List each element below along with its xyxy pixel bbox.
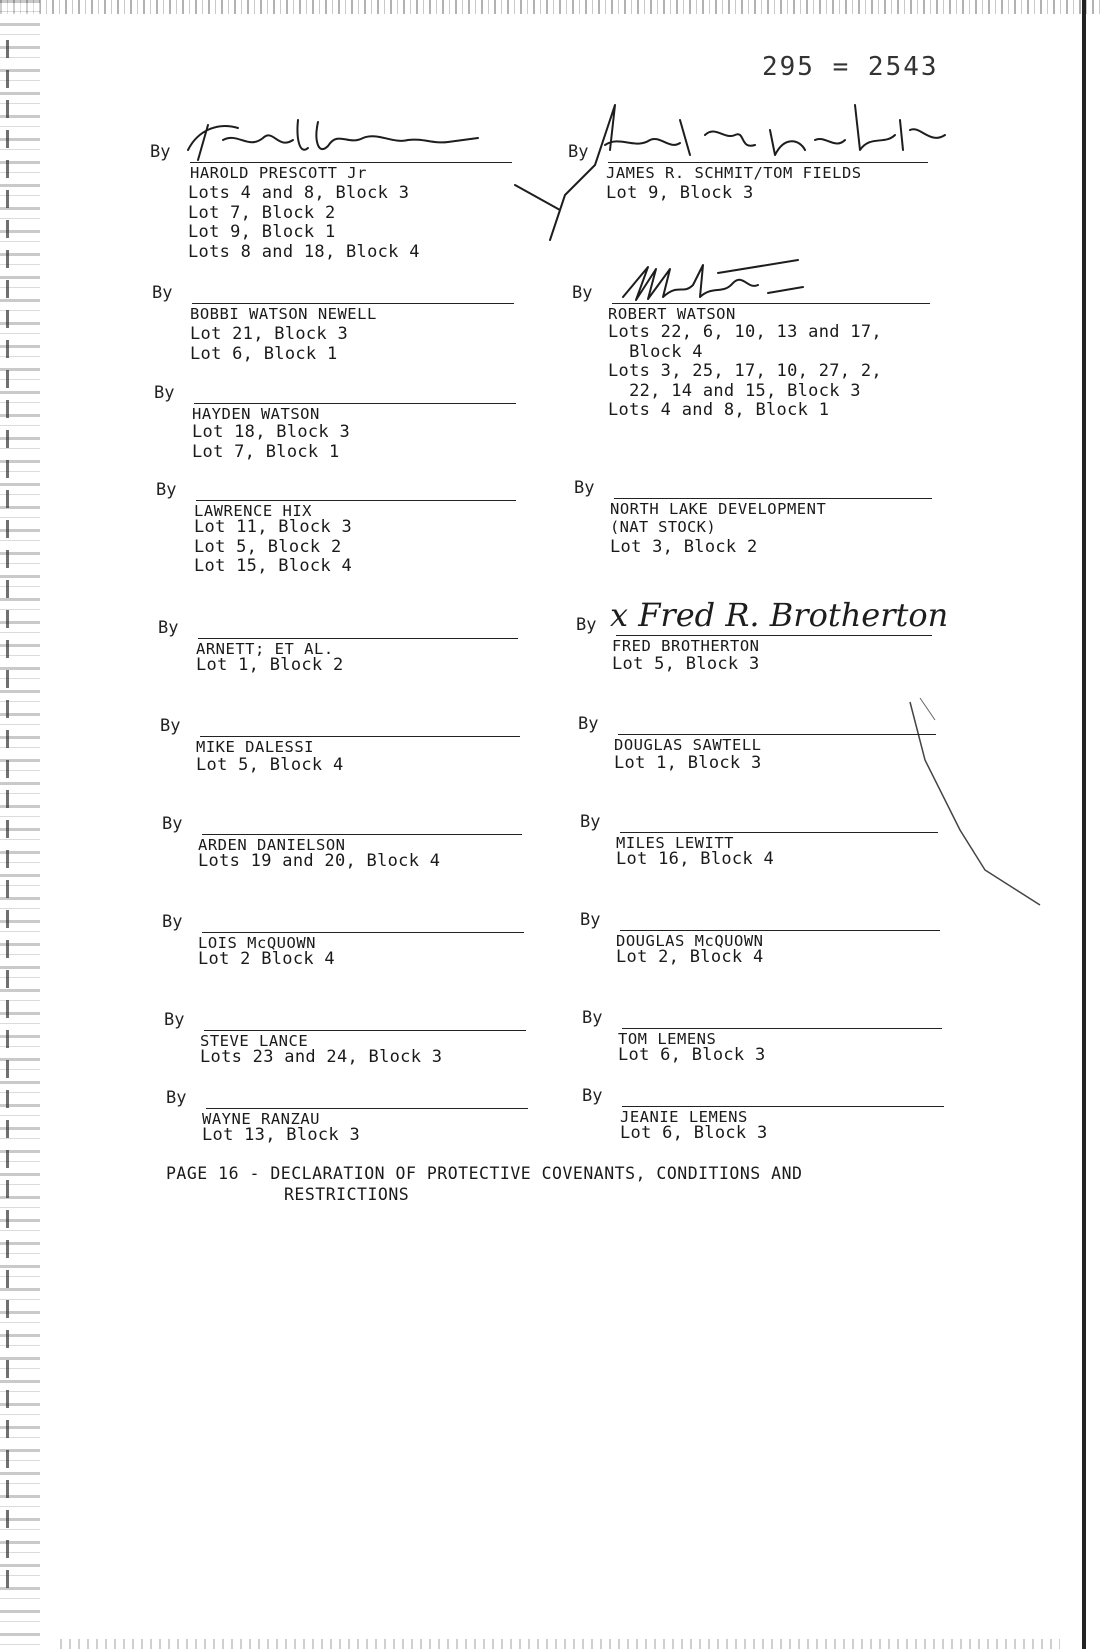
signer-name: DOUGLAS McQUOWN — [616, 932, 764, 950]
signature-line — [192, 303, 514, 304]
signer-name: HAYDEN WATSON — [192, 405, 320, 423]
signature-schmit-fields — [505, 95, 965, 245]
by-label: By — [158, 618, 179, 638]
signature-line — [202, 834, 522, 835]
by-label: By — [166, 1088, 187, 1108]
signer-name: LOIS McQUOWN — [198, 934, 316, 952]
lot-list — [196, 756, 344, 776]
by-label: By — [576, 615, 597, 635]
lot-list — [200, 1048, 442, 1068]
lot-entry: Lot 21, Block 3 — [190, 324, 349, 344]
signer-name: DOUGLAS SAWTELL — [614, 736, 762, 754]
lot-entry: Lot 18, Block 3 — [192, 422, 351, 442]
by-label: By — [578, 714, 599, 734]
by-label: By — [568, 142, 589, 162]
by-label: By — [160, 716, 181, 736]
lot-entry: Lot 3, Block 2 — [610, 536, 758, 557]
signature-line — [620, 930, 940, 931]
signer-name: ROBERT WATSON — [608, 305, 736, 323]
footer-line-2: RESTRICTIONS — [284, 1185, 410, 1204]
signature-line — [196, 500, 516, 501]
lot-entry: Block 4 — [608, 341, 703, 362]
lot-list — [192, 423, 350, 462]
signer-name: MIKE DALESSI — [196, 738, 314, 756]
lot-entry: Lot 1, Block 3 — [614, 753, 762, 773]
by-label: By — [164, 1010, 185, 1030]
lot-list — [610, 518, 758, 557]
document-number: 295 = 2543 — [762, 52, 939, 82]
signer-name: WAYNE RANZAU — [202, 1110, 320, 1128]
signature-line — [200, 736, 520, 737]
by-label: By — [582, 1008, 603, 1028]
by-label: By — [580, 910, 601, 930]
lot-entry: Lot 9, Block 1 — [188, 222, 336, 242]
lot-entry: 22, 14 and 15, Block 3 — [608, 380, 861, 401]
lot-list — [198, 950, 335, 970]
signature-line — [620, 832, 938, 833]
lot-entry: Lot 16, Block 4 — [616, 849, 775, 869]
lot-entry: Lot 13, Block 3 — [202, 1125, 361, 1145]
lot-list — [198, 852, 440, 872]
signer-name: MILES LEWITT — [616, 834, 734, 852]
lot-entry: Lot 7, Block 2 — [188, 202, 336, 223]
by-label: By — [572, 283, 593, 303]
lot-entry: Lot 6, Block 3 — [618, 1045, 766, 1065]
page-footer — [166, 1163, 802, 1205]
lot-entry: Lot 7, Block 1 — [192, 441, 340, 462]
lot-list — [194, 518, 352, 577]
signature-line — [622, 1106, 944, 1107]
signature-harold-prescott — [178, 110, 498, 170]
lot-entry: Lots 19 and 20, Block 4 — [198, 851, 441, 871]
signature-line — [206, 1108, 528, 1109]
lot-list — [618, 1046, 766, 1066]
lot-entry: Lot 5, Block 4 — [196, 755, 344, 775]
lot-list — [202, 1126, 360, 1146]
signature-line — [198, 638, 518, 639]
signer-name: ARDEN DANIELSON — [198, 836, 346, 854]
signer-name: JEANIE LEMENS — [620, 1108, 748, 1126]
signature-line — [204, 1030, 526, 1031]
lot-entry: Lot 15, Block 4 — [194, 556, 353, 576]
lot-entry: Lot 2 Block 4 — [198, 949, 335, 969]
by-label: By — [580, 812, 601, 832]
signature-line — [622, 1028, 942, 1029]
lot-entry: Lot 11, Block 3 — [194, 517, 353, 537]
lot-entry: Lots 4 and 8, Block 1 — [608, 400, 830, 420]
lot-list — [616, 948, 764, 968]
signer-name: NORTH LAKE DEVELOPMENT — [610, 500, 827, 518]
lot-entry: Lots 3, 25, 17, 10, 27, 2, — [608, 361, 882, 381]
by-label: By — [574, 478, 595, 498]
by-label: By — [156, 480, 177, 500]
lot-list — [612, 655, 760, 675]
by-label: By — [582, 1086, 603, 1106]
lot-list — [196, 656, 344, 676]
lot-entry: (NAT STOCK) — [610, 518, 716, 536]
lot-entry: Lots 22, 6, 10, 13 and 17, — [608, 322, 882, 342]
lot-list — [620, 1124, 768, 1144]
lot-entry: Lot 5, Block 3 — [612, 654, 760, 674]
signature-robert-watson — [618, 255, 818, 305]
signer-name: ARNETT; ET AL. — [196, 640, 334, 658]
lot-entry: Lot 2, Block 4 — [616, 947, 764, 967]
lot-entry: Lot 5, Block 2 — [194, 536, 342, 557]
signer-name: LAWRENCE HIX — [194, 502, 312, 520]
lot-list — [190, 325, 348, 364]
by-label: By — [152, 283, 173, 303]
signer-name: STEVE LANCE — [200, 1032, 309, 1050]
by-label: By — [162, 912, 183, 932]
lot-list — [608, 323, 882, 421]
footer-line-1: PAGE 16 - DECLARATION OF PROTECTIVE COVENANTS, CONDITIONS AND — [166, 1164, 803, 1183]
signature-line — [614, 498, 932, 499]
lot-entry: Lots 23 and 24, Block 3 — [200, 1047, 443, 1067]
signer-name: TOM LEMENS — [618, 1030, 717, 1048]
by-label: By — [150, 142, 171, 162]
lot-entry: Lot 6, Block 1 — [190, 343, 338, 364]
by-label: By — [154, 383, 175, 403]
by-label: By — [162, 814, 183, 834]
lot-list — [614, 754, 762, 774]
lot-list — [188, 184, 420, 262]
lot-list — [616, 850, 774, 870]
lot-entry: Lots 8 and 18, Block 4 — [188, 241, 420, 262]
lot-entry: Lots 4 and 8, Block 3 — [188, 183, 410, 203]
signer-name: FRED BROTHERTON — [612, 637, 760, 655]
signature-line — [202, 932, 524, 933]
signature-line — [616, 635, 932, 636]
signature-fred-brotherton: x Fred R. Brotherton — [610, 596, 949, 634]
signer-name: JAMES R. SCHMIT/TOM FIELDS — [606, 164, 862, 182]
signer-name: HAROLD PRESCOTT Jr — [190, 164, 367, 182]
lot-entry: Lot 1, Block 2 — [196, 655, 344, 675]
lot-entry: Lot 6, Block 3 — [620, 1123, 768, 1143]
signature-line — [194, 403, 516, 404]
signer-name: BOBBI WATSON NEWELL — [190, 305, 377, 323]
signature-line — [618, 734, 936, 735]
lot-entry: Lot 9, Block 3 — [606, 183, 754, 203]
